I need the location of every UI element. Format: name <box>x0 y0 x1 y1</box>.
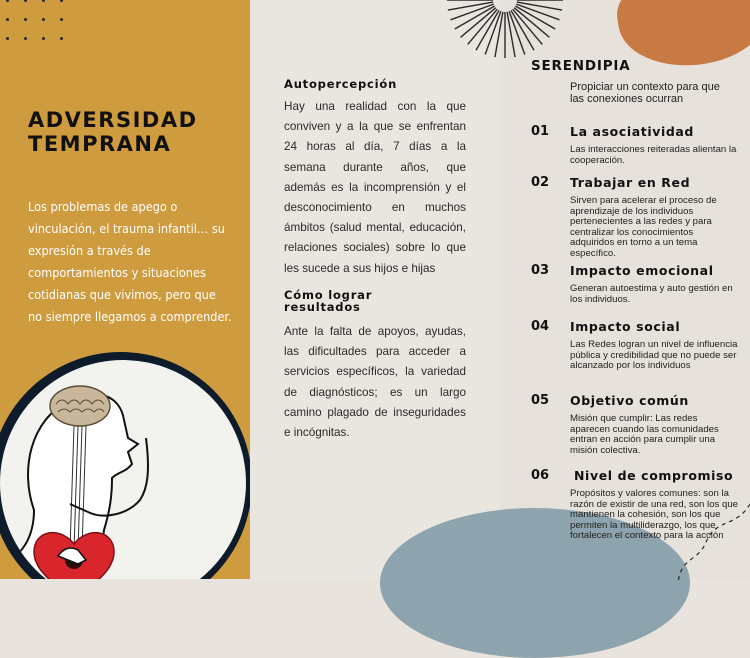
sunburst-rays-decoration <box>430 0 580 60</box>
serendipia-title: SERENDIPIA <box>531 58 631 74</box>
item-desc: Sirven para acelerar el proceso de aprendizaje de los individuos pertenecientes a las redes y para centralizar los conocimientos adquiridos en torno a un tema específico. <box>570 195 717 259</box>
item-desc: Propósitos y valores comunes: son la razón de existir de una red, son los que mantienen la cohesión, son los que permiten la multiliderazgo, los que fortalecen el contexto para la acción <box>570 488 738 542</box>
autopercepcion-heading: Autopercepción <box>284 77 398 91</box>
item-number: 06 <box>531 468 550 483</box>
dot <box>6 0 9 2</box>
item-title: Trabajar en Red <box>570 175 691 190</box>
left-panel <box>0 0 250 579</box>
item-title: Impacto social <box>570 319 681 334</box>
item-desc: Generan autoestima y auto gestión en los individuos. <box>570 283 733 305</box>
item-title: La asociatividad <box>570 124 694 139</box>
item-number: 05 <box>531 393 550 408</box>
item-title: Objetivo común <box>570 393 689 408</box>
brain-icon <box>50 386 110 426</box>
item-number: 02 <box>531 175 550 190</box>
autopercepcion-text: Hay una realidad con la que conviven y a la que se enfrentan 24 horas al día, 7 días a la semana durante años, que además es la incomprensión y el desconocimiento en muchos ámbitos (salud mental, educación, relaciones sociales) sobre lo que les sucede a sus hijos e hijas <box>284 100 466 275</box>
dot <box>6 18 9 21</box>
item-number: 01 <box>531 124 550 139</box>
item-desc: Las Redes logran un nivel de influencia pública y credibilidad que no puede ser alcanzado por los individuos <box>570 339 738 372</box>
illustration <box>0 360 246 579</box>
dot <box>24 37 27 40</box>
item-title: Nivel de compromiso <box>574 468 734 483</box>
dot <box>60 18 63 21</box>
dot <box>60 0 63 2</box>
dot <box>42 37 45 40</box>
item-desc: Misión que cumplir: Las redes aparecen cuando las comunidades entran en acción para cumplir una misión colectiva. <box>570 413 719 456</box>
item-desc: Las interacciones reiteradas alientan la cooperación. <box>570 144 737 166</box>
head-brain-guitar-illustration <box>0 360 246 579</box>
como-lograr-text: Ante la falta de apoyos, ayudas, las dificultades para acceder a servicios específicos, la variedad de diagnósticos; es un largo camino plagado de inseguridades e incógnitas. <box>284 325 466 440</box>
item-number: 03 <box>531 263 550 278</box>
como-lograr-heading: Cómo lograr resultados <box>284 288 373 314</box>
illustration-circle <box>0 352 250 579</box>
serendipia-subtitle: Propiciar un contexto para que las conexiones ocurran <box>570 81 720 105</box>
dot <box>24 18 27 21</box>
main-title: ADVERSIDAD TEMPRANA <box>28 108 198 156</box>
dot <box>24 0 27 2</box>
dot <box>60 37 63 40</box>
dot <box>42 0 45 2</box>
dot <box>6 37 9 40</box>
item-number: 04 <box>531 319 550 334</box>
item-title: Impacto emocional <box>570 263 714 278</box>
dot <box>42 18 45 21</box>
intro-text: Los problemas de apego o vinculación, el trauma infantil… su expresión a través de comportamientos y situaciones cotidianas que vivimos, pero que no siempre llegamos a comprender. <box>28 199 232 324</box>
